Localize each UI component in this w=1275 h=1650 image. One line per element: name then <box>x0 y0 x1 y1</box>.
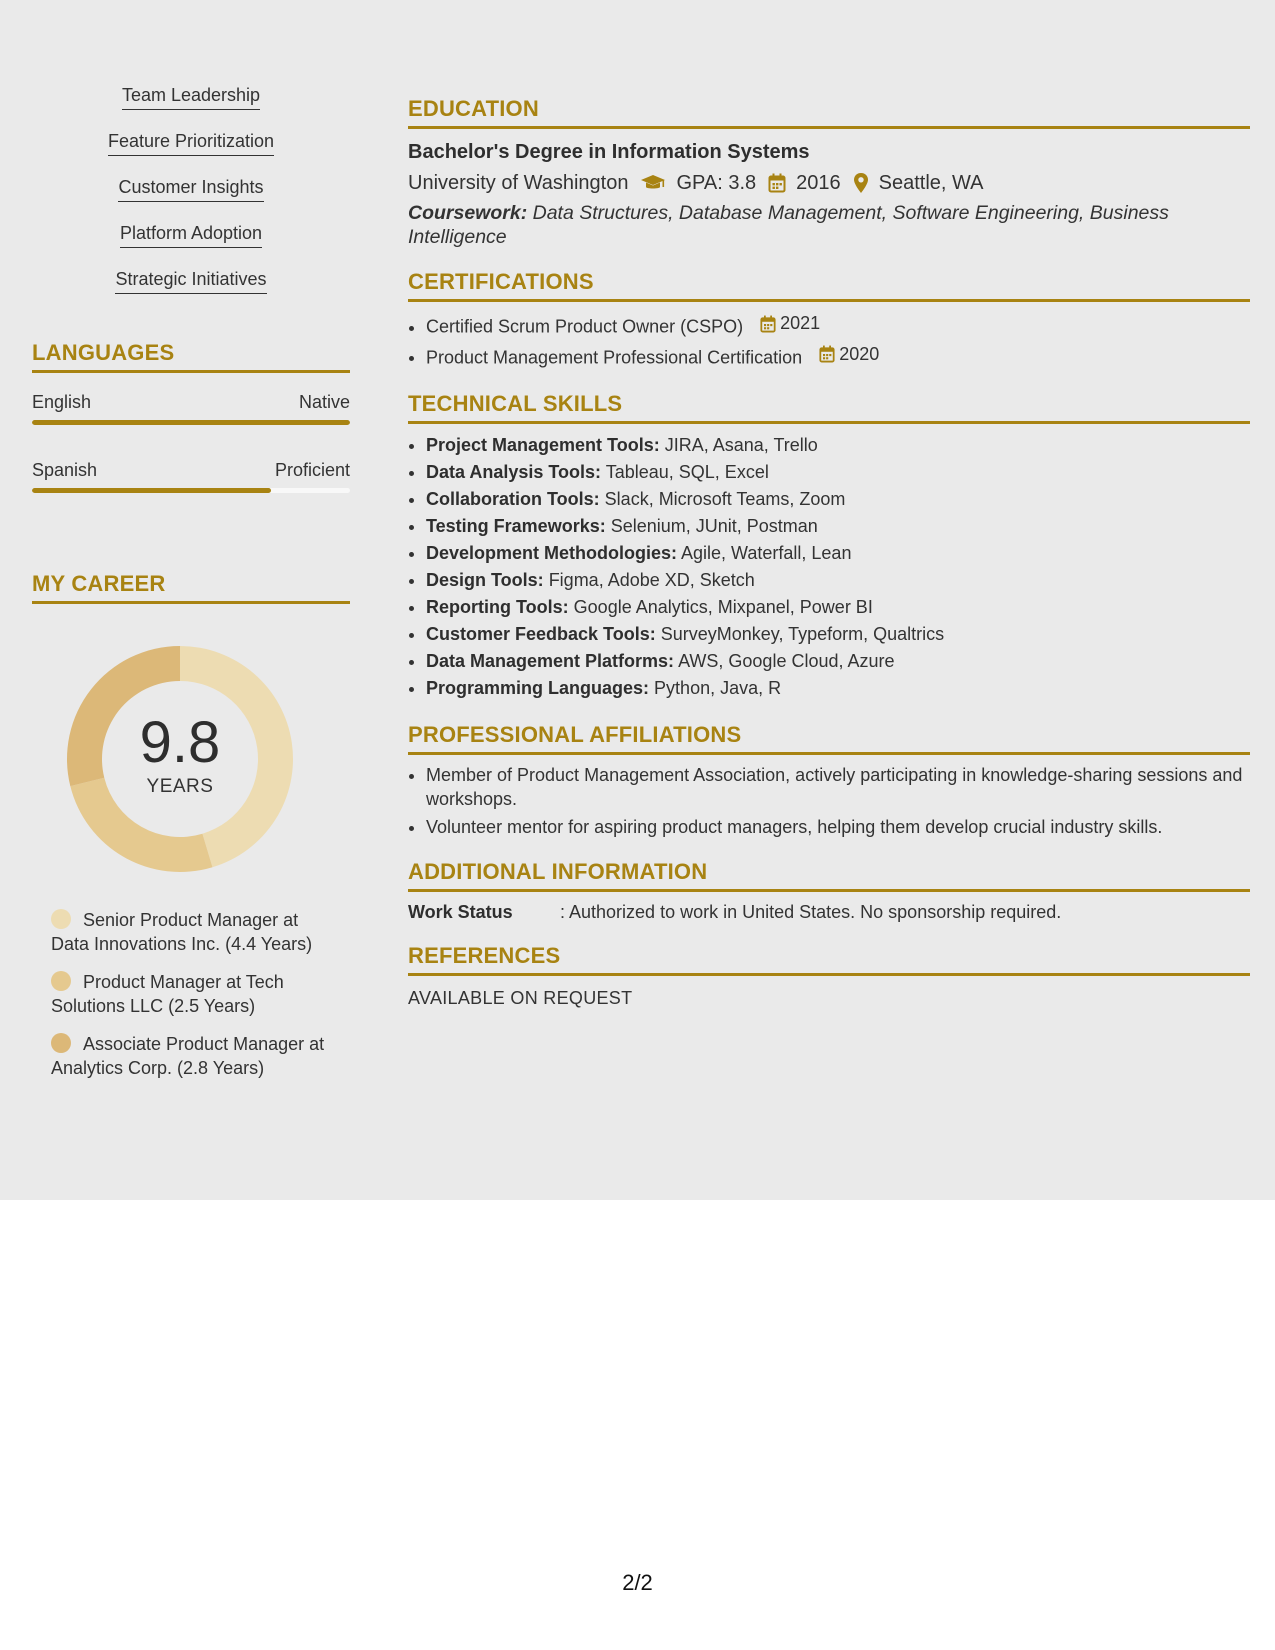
skill-values: Figma, Adobe XD, Sketch <box>548 570 755 590</box>
education-meta <box>408 169 1250 197</box>
page-number: 2/2 <box>622 1570 653 1595</box>
skill-item <box>426 621 1250 648</box>
legend-item <box>51 1032 332 1080</box>
education-section <box>408 96 1250 249</box>
languages-heading: LANGUAGES <box>32 340 350 373</box>
skill-tags <box>32 84 350 314</box>
skill-item <box>426 567 1250 594</box>
skill-category: Project Management Tools: <box>426 435 660 455</box>
affiliations-list <box>408 763 1250 839</box>
coursework <box>408 201 1250 249</box>
education-heading: EDUCATION <box>408 96 1250 129</box>
affiliation-item: • Volunteer mentor for aspiring product managers, helping them develop crucial industry skills. <box>426 815 1250 839</box>
technical-skills-heading: TECHNICAL SKILLS <box>408 391 1250 424</box>
legend-item <box>51 970 332 1018</box>
school-location: Seattle, WA <box>878 172 984 194</box>
location-pin-icon <box>853 172 869 194</box>
skill-item <box>426 648 1250 675</box>
language-bar <box>32 420 350 425</box>
additional-info-heading: ADDITIONAL INFORMATION <box>408 859 1250 892</box>
skill-values: Google Analytics, Mixpanel, Power BI <box>573 597 873 617</box>
career-legend <box>32 908 332 1080</box>
legend-dot <box>51 971 71 991</box>
work-status <box>408 902 1250 923</box>
legend-dot <box>51 1033 71 1053</box>
language-bar <box>32 488 350 493</box>
graduation-year: 2016 <box>796 172 841 194</box>
language-level: Native <box>298 392 350 412</box>
certification-item <box>426 341 1250 372</box>
skill-tag: Feature Prioritization <box>108 130 274 156</box>
skill-category: Design Tools: <box>426 570 544 590</box>
work-status-label: Work Status <box>408 902 513 922</box>
skill-values: SurveyMonkey, Typeform, Qualtrics <box>660 624 945 644</box>
skill-tag: Team Leadership <box>122 84 260 110</box>
skill-item <box>426 459 1250 486</box>
skill-item <box>426 675 1250 702</box>
skill-item <box>426 513 1250 540</box>
skill-values: Tableau, SQL, Excel <box>605 462 769 482</box>
skill-item <box>426 432 1250 459</box>
skill-item <box>426 594 1250 621</box>
career-donut <box>65 644 295 874</box>
skill-tag: Platform Adoption <box>120 222 262 248</box>
skill-category: Data Management Platforms: <box>426 651 675 671</box>
certification-name: Product Management Professional Certification <box>426 347 803 367</box>
coursework-label: Coursework: <box>408 202 528 224</box>
skill-values: Slack, Microsoft Teams, Zoom <box>604 489 846 509</box>
skill-category: Development Methodologies: <box>426 543 678 563</box>
skill-category: Collaboration Tools: <box>426 489 600 509</box>
right-column <box>408 96 1250 1029</box>
degree-title: Bachelor's Degree in Information Systems <box>408 141 810 163</box>
language-spanish <box>32 459 350 493</box>
legend-dot <box>51 909 71 929</box>
skill-category: Reporting Tools: <box>426 597 569 617</box>
skill-tag: Strategic Initiatives <box>115 268 266 294</box>
skill-values: Python, Java, R <box>654 678 782 698</box>
legend-label: Product Manager at Tech Solutions LLC (2.5 Years) <box>51 972 284 1016</box>
skill-category: Programming Languages: <box>426 678 650 698</box>
skill-values: JIRA, Asana, Trello <box>664 435 818 455</box>
references-text: AVAILABLE ON REQUEST <box>408 988 633 1008</box>
language-name: Spanish <box>32 460 98 480</box>
work-status-value: : Authorized to work in United States. No sponsorship required. <box>560 902 1062 922</box>
affiliation-item: • Member of Product Management Association, actively participating in knowledge-sharing sessions and workshops. <box>426 763 1250 811</box>
skill-values: Selenium, JUnit, Postman <box>610 516 818 536</box>
certifications-list <box>408 310 1250 371</box>
legend-item <box>51 908 332 956</box>
language-bar-fill <box>32 420 350 425</box>
legend-label: Associate Product Manager at Analytics Corp. (2.8 Years) <box>51 1034 325 1078</box>
graduation-cap-icon <box>640 173 666 193</box>
calendar-icon <box>819 345 835 363</box>
additional-info-section <box>408 859 1250 923</box>
skill-category: Customer Feedback Tools: <box>426 624 656 644</box>
calendar-icon <box>768 173 786 193</box>
skill-item <box>426 540 1250 567</box>
legend-label: Senior Product Manager at Data Innovations Inc. (4.4 Years) <box>51 910 313 954</box>
skill-item <box>426 486 1250 513</box>
certifications-heading: CERTIFICATIONS <box>408 269 1250 302</box>
calendar-icon <box>760 315 776 333</box>
affiliations-section <box>408 722 1250 839</box>
skill-category: Data Analysis Tools: <box>426 462 602 482</box>
gpa: GPA: 3.8 <box>676 172 757 194</box>
certification-item <box>426 310 1250 341</box>
certification-name: Certified Scrum Product Owner (CSPO) <box>426 316 744 337</box>
affiliations-heading: PROFESSIONAL AFFILIATIONS <box>408 722 1250 755</box>
language-bar-fill <box>32 488 271 493</box>
references-heading: REFERENCES <box>408 943 1250 976</box>
coursework-list: Data Structures, Database Management, Software Engineering, Business Intelligence <box>408 202 1169 248</box>
skill-tag: Customer Insights <box>118 176 263 202</box>
technical-skills-list <box>408 432 1250 702</box>
left-column <box>32 84 350 1094</box>
skill-values: AWS, Google Cloud, Azure <box>678 651 895 671</box>
language-english <box>32 391 350 425</box>
career-total: 9.8 <box>139 710 221 775</box>
certifications-section <box>408 269 1250 371</box>
technical-skills-section <box>408 391 1250 702</box>
career-heading: MY CAREER <box>32 571 350 604</box>
skill-values: Agile, Waterfall, Lean <box>681 543 852 563</box>
references-section <box>408 943 1250 1009</box>
language-level: Proficient <box>274 460 350 480</box>
skill-category: Testing Frameworks: <box>426 516 606 536</box>
school-name: University of Washington <box>408 172 629 194</box>
career-unit: YEARS <box>146 776 214 797</box>
certification-year: 2021 <box>780 313 821 333</box>
certification-year: 2020 <box>839 343 880 364</box>
language-name: English <box>32 392 92 412</box>
